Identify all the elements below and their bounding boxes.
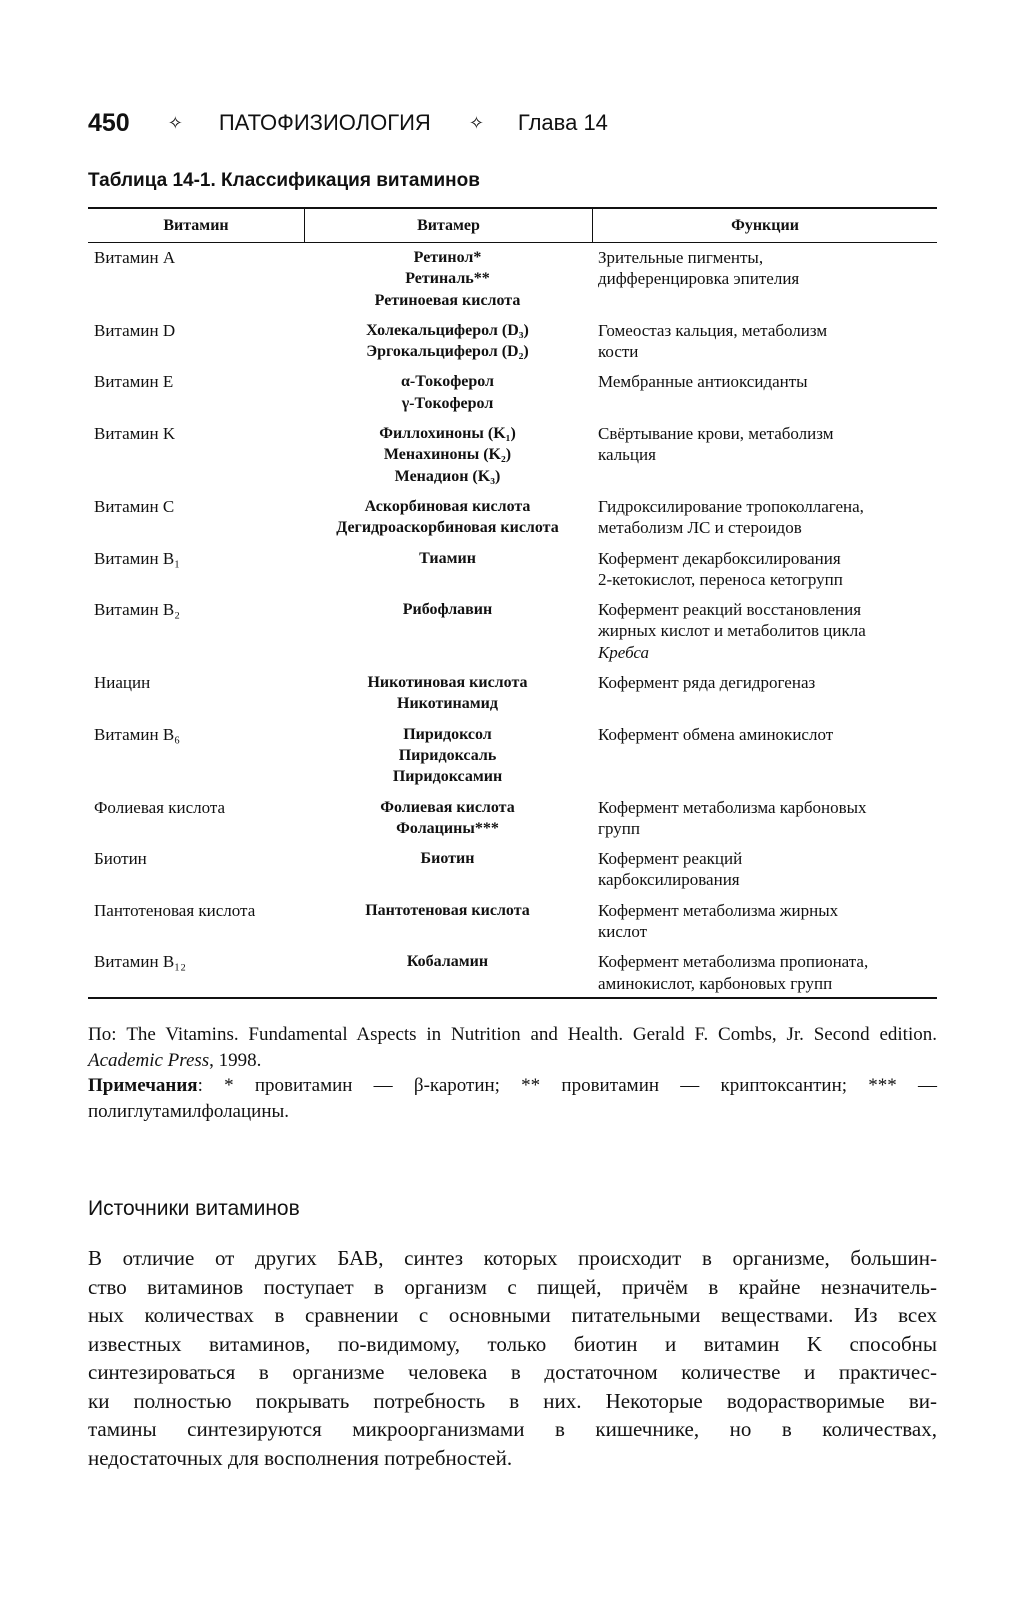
function-text: групп [598,818,640,838]
vitamer-cell [304,848,591,891]
vitamin-cell: Витамин A [94,248,176,267]
vitamer-cell [304,423,591,487]
column-header-vitamer: Витамер [304,209,592,242]
vitamer-cell [304,724,591,788]
vitamin-cell: Витамин K [94,424,176,444]
notes-text: : * провитамин — β-каротин; ** провитамин — криптоксантин; *** — полиглутамилфолацины. [88,1075,937,1122]
table-row [88,900,937,943]
table-row [88,599,937,663]
paragraph-line: синтезироваться в организме человека в достаточном количестве и практичес- [88,1360,937,1384]
function-text: Кофермент реакций [598,849,743,869]
function-text: кальция [598,445,656,465]
vitamer-name: Пиридоксаль [398,746,497,764]
publisher: Academic Press [88,1049,210,1071]
vitamer-name: Эргокальциферол (D₂) [366,343,529,361]
vitamin-cell: Фолиевая кислота [94,797,226,817]
paragraph-line: ство витаминов поступает в организм с пищей, причём в крайне незначитель- [88,1274,937,1299]
function-text: Кофермент метаболизма жирных [598,900,839,920]
vitamer-name: Ретиналь** [405,270,490,288]
function-cell [591,599,937,663]
vitamer-name: Тиамин [419,549,476,567]
paragraph-line: ных количествах в сравнении с основными питательными веществами. Из всех [88,1303,937,1327]
vitamin-cell: Витамин E [94,372,174,392]
function-cell [591,951,937,994]
vitamin-cell: Витамин B₆ [94,724,181,744]
function-text: кости [598,342,639,362]
function-text: метаболизм ЛС и стероидов [598,518,802,538]
vitamer-name: Рибофлавин [402,601,493,619]
function-cell [591,900,937,943]
function-cell [591,371,937,414]
paragraph-line: тамины синтезируются микроорганизмами в кишечнике, но в количествах, [88,1417,937,1441]
table-caption: Таблица 14-1. Классификация витаминов [88,170,480,191]
table-row [88,320,937,363]
function-text: карбоксилирования [598,870,740,890]
table-header-row [88,209,937,243]
vitamer-name: Аскорбиновая кислота [364,497,531,515]
function-text: Кофермент обмена аминокислот [598,724,834,744]
section-heading: Источники витаминов [88,1197,300,1220]
function-text: Кофермент метаболизма пропионата, [598,952,869,972]
column-header-functions: Функции [592,209,937,242]
function-cell [591,848,937,891]
vitamin-cell: Витамин B₁ [94,548,181,568]
vitamer-name: Биотин [420,850,475,868]
function-text: жирных кислот и метаболитов цикла [598,621,866,641]
vitamer-name: Менахиноны (K₂) [383,446,512,464]
function-text: Кофермент реакций восстановления [598,600,862,620]
diamond-separator-icon: ✧ [468,112,484,133]
function-text: Гидроксилирование тропоколлагена, [598,496,864,516]
vitamer-name: Филлохиноны (K₁) [379,425,516,443]
vitamer-cell [304,247,591,311]
function-text: Кофермент декарбоксилирования [598,548,841,568]
vitamer-name: α-Токоферол [400,373,495,391]
function-text: Кофермент метаболизма карбоновых [598,797,867,817]
running-header [88,106,608,140]
function-cell [591,247,937,311]
notes [88,1073,937,1124]
vitamer-name: Ретинол* [413,249,482,266]
function-text: дифференцировка эпителия [598,269,800,289]
vitamin-cell: Биотин [94,849,147,869]
column-header-vitamin: Витамин [163,216,229,234]
vitamer-name: Никотиновая кислота [367,674,528,692]
vitamin-cell: Витамин D [94,320,176,340]
vitamer-cell [304,599,591,663]
vitamer-name: Фолацины*** [396,819,499,837]
vitamin-table [88,207,937,999]
vitamer-name: Дегидроаскорбиновая кислота [336,519,559,537]
function-cell [591,548,937,591]
vitamer-name: Кобаламин [406,953,489,971]
paragraph-line: известных витаминов, по-видимому, только биотин и витамин K способны [88,1331,937,1356]
vitamer-cell [304,548,591,591]
table-row [88,672,937,715]
page-number: 450 [88,108,130,137]
function-cell [591,496,937,539]
vitamer-cell [304,320,591,363]
paragraph-line: ки полностью покрывать потребность в них. Некоторые водорастворимые ви- [88,1388,937,1413]
function-text: Кофермент ряда дегидрогеназ [598,673,816,693]
vitamer-name: Ретиноевая кислота [374,291,521,309]
table-row [88,951,937,994]
source-text: По: The Vitamins. Fundamental Aspects in Nutrition and Health. Gerald F. Combs, Jr. Second edition. [88,1024,937,1045]
function-cell [591,672,937,715]
notes-label: Примечания [88,1075,198,1096]
vitamin-cell: Ниацин [94,673,151,693]
vitamin-cell: Пантотеновая кислота [94,900,256,920]
book-title: ПАТОФИЗИОЛОГИЯ [218,110,431,135]
paragraph-line: В отличие от других БАВ, синтез которых происходит в организме, большин- [88,1246,937,1270]
function-cell [591,724,937,788]
function-text: кислот [598,922,648,942]
vitamin-cell: Витамин B₂ [94,600,181,620]
paragraph-line: недостаточных для восполнения потребностей. [88,1445,513,1470]
table-row [88,797,937,840]
function-text: Мембранные антиоксиданты [598,372,808,392]
function-cell [591,320,937,363]
vitamer-name: Холекальциферол (D₃) [366,321,529,339]
table-row [88,423,937,487]
vitamer-cell [304,371,591,414]
table-row [88,371,937,414]
table-row [88,548,937,591]
vitamer-cell [304,797,591,840]
source-and-notes [88,1022,937,1124]
vitamer-cell [304,496,591,539]
chapter-label: Глава 14 [517,110,608,135]
table-body [88,243,937,997]
table-row [88,247,937,311]
vitamin-cell: Витамин C [94,496,175,516]
table-row [88,848,937,891]
function-text: Зрительные пигменты, [598,248,764,267]
table-row [88,724,937,788]
vitamer-cell [304,951,591,994]
function-text: Свёртывание крови, метаболизм [598,424,834,444]
vitamer-name: Фолиевая кислота [380,798,515,816]
function-text: аминокислот, карбоновых групп [598,973,833,993]
vitamer-name: Менадион (K₃) [394,467,501,485]
vitamer-name: γ-Токоферол [401,394,494,412]
vitamin-cell: Витамин B₁₂ [94,952,187,972]
vitamer-name: Пиридоксамин [392,768,503,786]
function-cell [591,797,937,840]
vitamer-cell [304,900,591,943]
body-paragraph [88,1244,937,1472]
vitamer-cell [304,672,591,715]
vitamer-name: Пантотеновая кислота [365,901,530,919]
diamond-separator-icon: ✧ [167,112,183,133]
source-citation [88,1022,937,1073]
function-cell [591,423,937,487]
vitamer-name: Пиридоксол [403,725,492,743]
vitamer-name: Никотинамид [397,695,498,713]
function-text: Гомеостаз кальция, метаболизм [598,320,828,340]
function-text: 2-кетокислот, переноса кетогрупп [598,569,843,589]
function-text: Кребса [598,642,650,662]
table-row [88,496,937,539]
source-year: , 1998. [209,1049,262,1071]
